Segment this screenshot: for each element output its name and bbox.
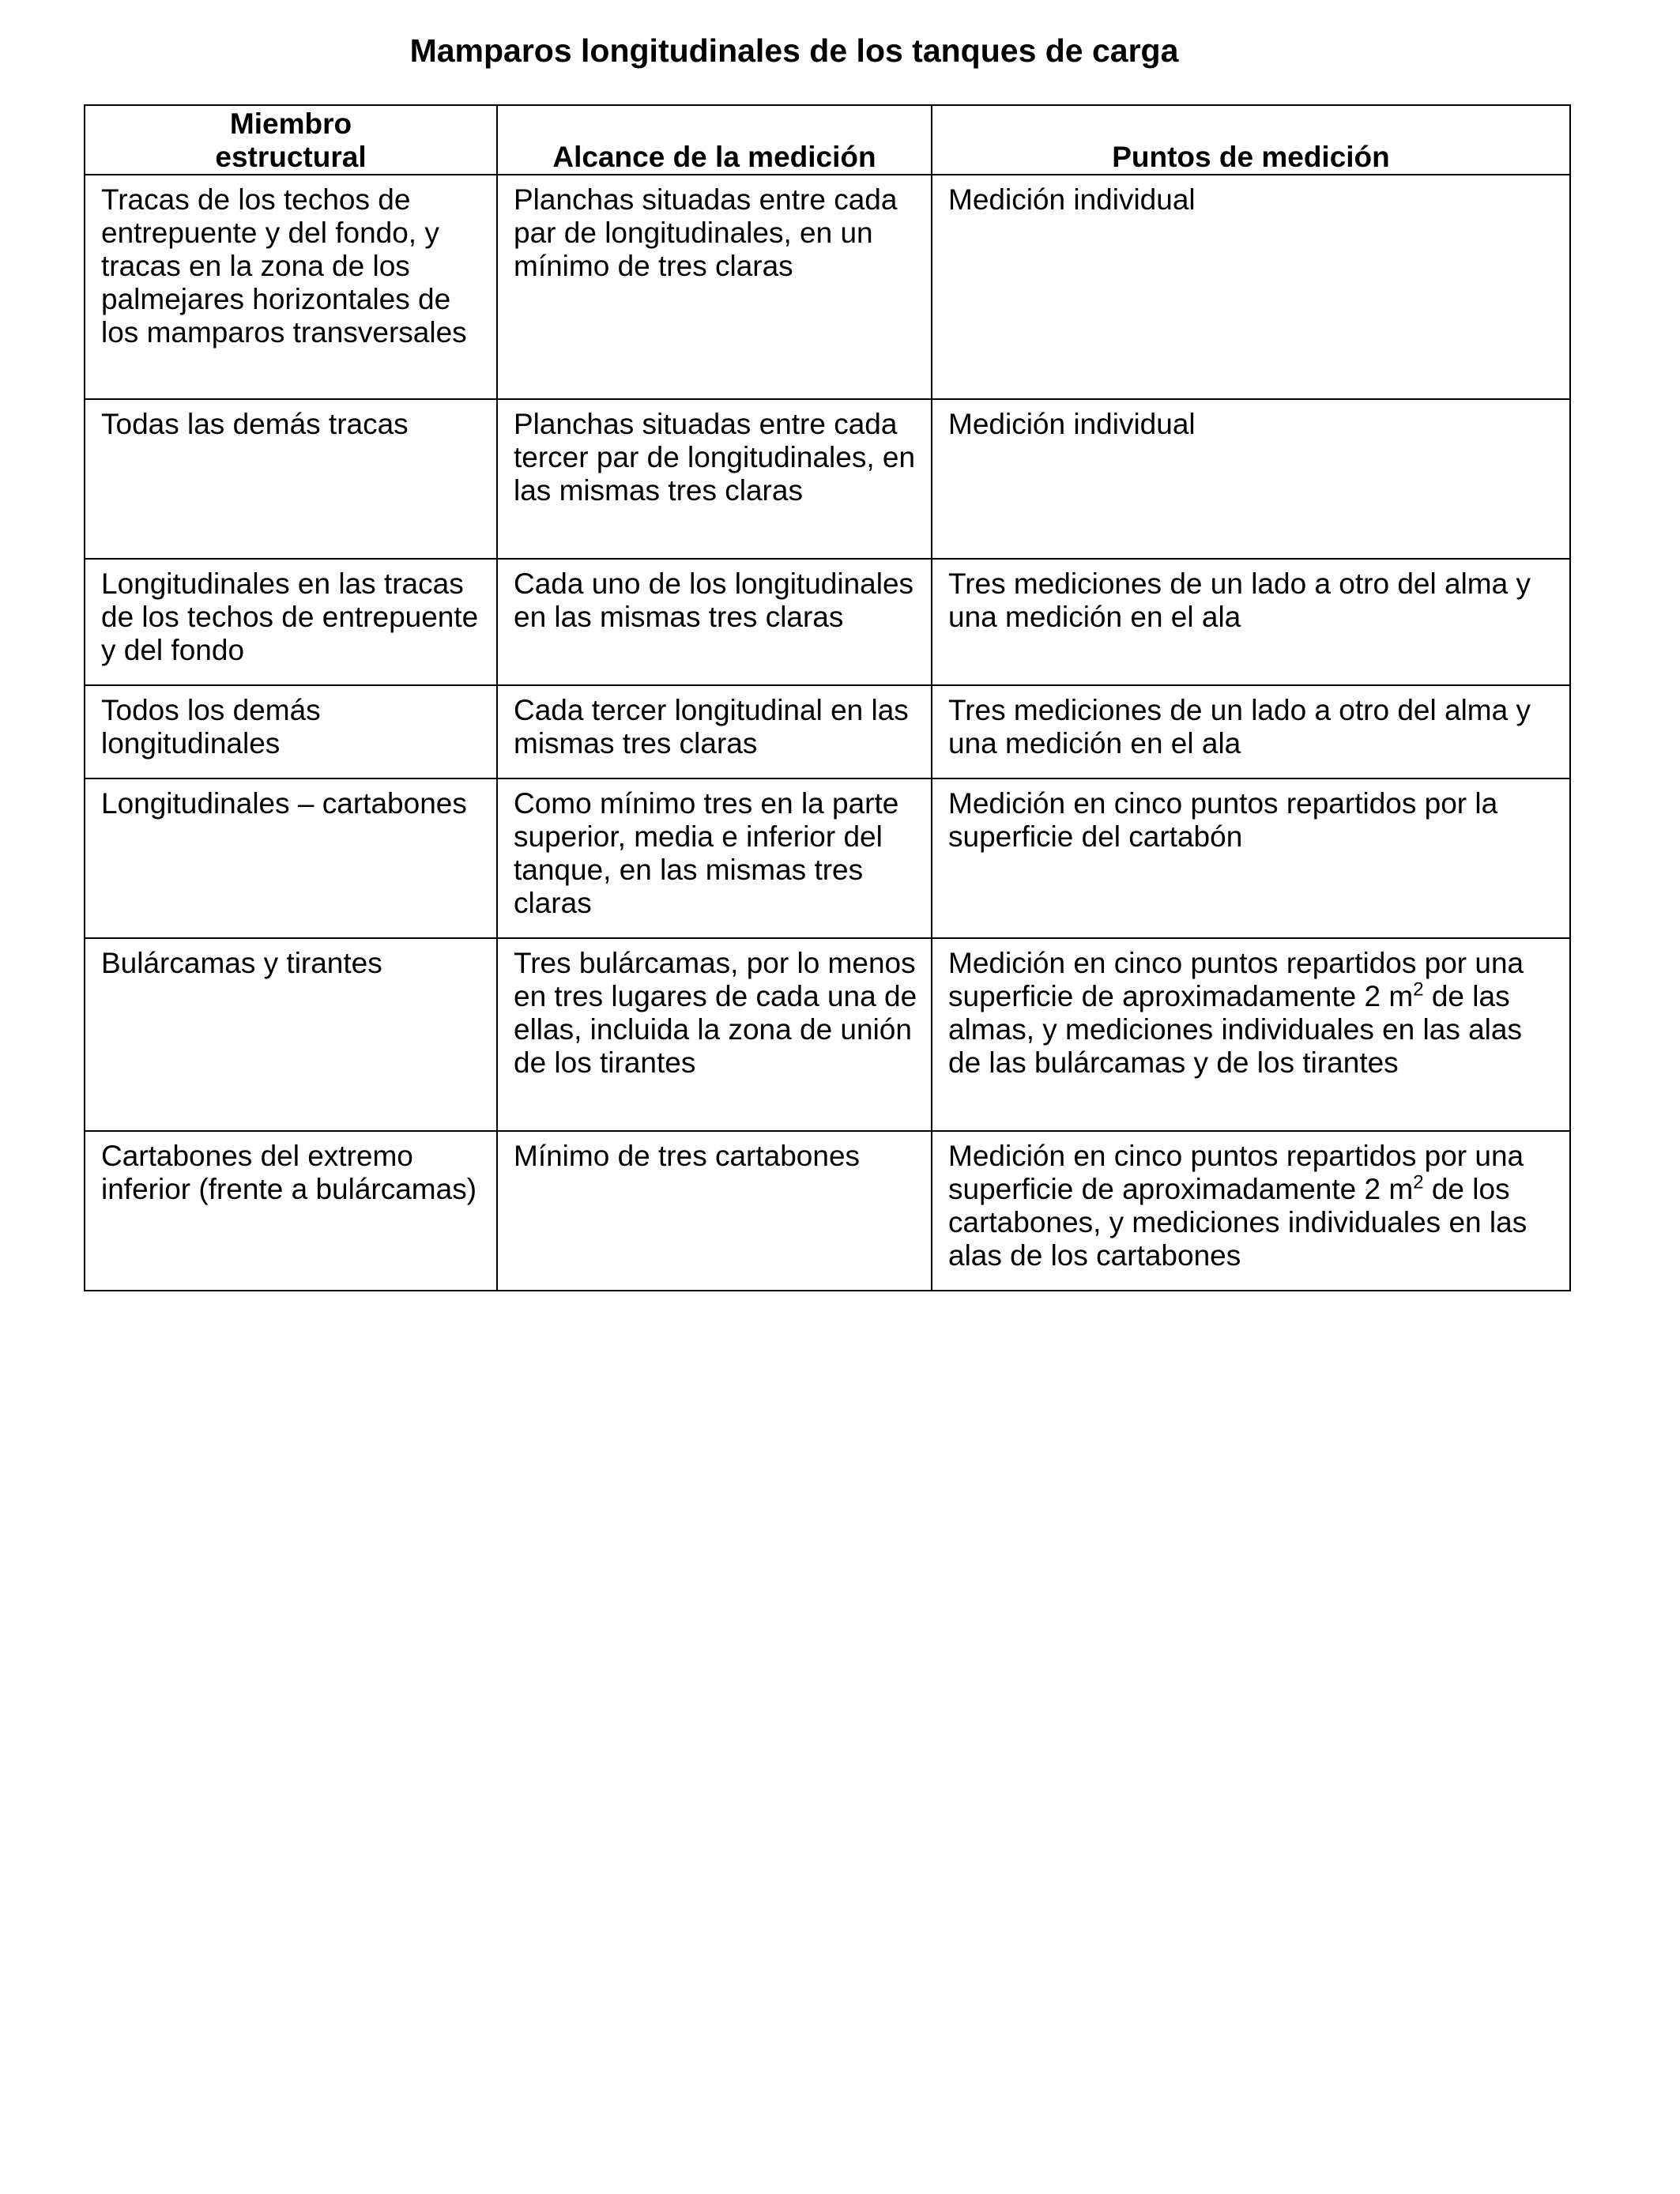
cell-points: Medición individual: [932, 399, 1570, 559]
points-text-start: Medición en cinco puntos repartidos por una superficie de aproximadamente 2 m: [948, 1140, 1524, 1205]
cell-points: [932, 938, 1570, 1131]
cell-scope: Cada uno de los longitudinales en las mismas tres claras: [497, 559, 932, 685]
cell-member: Todas las demás tracas: [85, 399, 497, 559]
cell-scope: Como mínimo tres en la parte superior, media e inferior del tanque, en las mismas tres claras: [497, 778, 932, 938]
cell-member: Tracas de los techos de entrepuente y del fondo, y tracas en la zona de los palmejares horizontales de los mamparos transversales: [85, 175, 497, 399]
cell-points: Tres mediciones de un lado a otro del alma y una medición en el ala: [932, 559, 1570, 685]
table-row: [85, 559, 1570, 685]
table-row: [85, 685, 1570, 778]
measurement-table: [84, 104, 1571, 1291]
cell-points: Tres mediciones de un lado a otro del alma y una medición en el ala: [932, 685, 1570, 778]
table-row: [85, 175, 1570, 399]
table-row: [85, 938, 1570, 1131]
cell-member: Bulárcamas y tirantes: [85, 938, 497, 1131]
table-row: [85, 778, 1570, 938]
points-text-end: de las almas, y mediciones individuales en las alas de las bulárcamas y de los tirantes: [948, 980, 1522, 1079]
unit-exponent: 2: [1413, 978, 1424, 1001]
header-measurement-scope: Alcance de la medición: [497, 105, 932, 175]
cell-points: [932, 1131, 1570, 1291]
cell-member: Cartabones del extremo inferior (frente a bulárcamas): [85, 1131, 497, 1291]
points-text-start: Medición en cinco puntos repartidos por una superficie de aproximadamente 2 m: [948, 947, 1524, 1012]
cell-scope: Cada tercer longitudinal en las mismas tres claras: [497, 685, 932, 778]
table-row: [85, 1131, 1570, 1291]
points-text-end: de los cartabones, y mediciones individuales en las alas de los cartabones: [948, 1173, 1527, 1272]
header-measurement-points: Puntos de medición: [932, 105, 1570, 175]
cell-member: Longitudinales en las tracas de los techos de entrepuente y del fondo: [85, 559, 497, 685]
cell-points: Medición individual: [932, 175, 1570, 399]
table-row: [85, 399, 1570, 559]
cell-member: Todos los demás longitudinales: [85, 685, 497, 778]
cell-scope: Planchas situadas entre cada par de longitudinales, en un mínimo de tres claras: [497, 175, 932, 399]
table-header-row: [85, 105, 1570, 175]
cell-scope: Planchas situadas entre cada tercer par de longitudinales, en las mismas tres claras: [497, 399, 932, 559]
cell-scope: Mínimo de tres cartabones: [497, 1131, 932, 1291]
unit-exponent: 2: [1413, 1171, 1424, 1193]
header-structural-member: Miembro estructural: [85, 105, 497, 175]
cell-member: Longitudinales – cartabones: [85, 778, 497, 938]
page-title: Mamparos longitudinales de los tanques de carga: [409, 32, 1179, 69]
cell-points: Medición en cinco puntos repartidos por la superficie del cartabón: [932, 778, 1570, 938]
cell-scope: Tres bulárcamas, por lo menos en tres lugares de cada una de ellas, incluida la zona de unión de los tirantes: [497, 938, 932, 1131]
